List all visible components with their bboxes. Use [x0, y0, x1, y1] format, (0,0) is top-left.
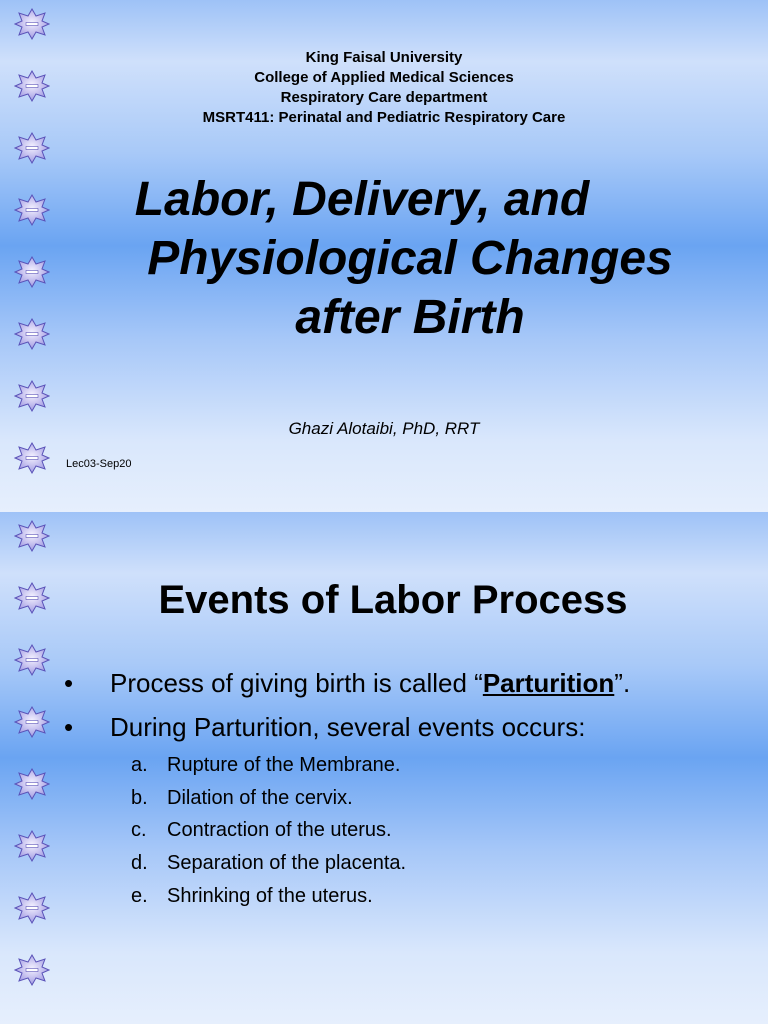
sub-item-text: Shrinking of the uterus.	[167, 885, 373, 907]
lecture-id: Lec03-Sep20	[66, 458, 132, 470]
eight-point-star-icon	[14, 892, 50, 924]
university-name: King Faisal University	[305, 49, 463, 66]
eight-point-star-icon	[14, 442, 50, 474]
institution-header	[0, 48, 768, 128]
sub-item-text: Contraction of the uterus.	[167, 819, 392, 841]
sub-item-letter: c.	[131, 819, 147, 841]
lecture-title	[90, 170, 730, 347]
key-term: Parturition	[482, 668, 615, 698]
eight-point-star-icon	[14, 132, 50, 164]
sub-item-text: Rupture of the Membrane.	[167, 754, 401, 776]
eight-point-star-icon	[14, 644, 50, 676]
bullet-text: During Parturition, several events occurs:	[110, 712, 586, 742]
bullet-text-suffix: ”.	[614, 668, 631, 698]
eight-point-star-icon	[14, 954, 50, 986]
sub-item-letter: e.	[131, 885, 148, 907]
bullet-text-prefix: Process of giving birth is called “	[110, 668, 483, 698]
sub-item-letter: a.	[131, 754, 148, 776]
eight-point-star-icon	[14, 520, 50, 552]
bullet-text	[110, 668, 630, 699]
college-name: College of Applied Medical Sciences	[254, 69, 514, 86]
author-name: Ghazi Alotaibi, PhD, RRT	[288, 419, 480, 438]
sub-item-text: Dilation of the cervix.	[167, 787, 353, 809]
title-line-2: Physiological Changes	[147, 232, 673, 285]
eight-point-star-icon	[14, 830, 50, 862]
sub-item-text: Separation of the placenta.	[167, 852, 407, 874]
department-name: Respiratory Care department	[280, 89, 488, 106]
slide-events	[0, 512, 768, 1024]
eight-point-star-icon	[14, 318, 50, 350]
slide-heading: Events of Labor Process	[158, 578, 628, 622]
eight-point-star-icon	[14, 706, 50, 738]
eight-point-star-icon	[14, 256, 50, 288]
course-name: MSRT411: Perinatal and Pediatric Respiratory Care	[202, 109, 566, 126]
sub-item-letter: b.	[131, 787, 148, 809]
sub-item-letter: d.	[131, 852, 148, 874]
bullet-dot: •	[64, 668, 74, 698]
title-line-1: Labor, Delivery, and	[134, 173, 590, 226]
title-line-3: after Birth	[295, 291, 525, 344]
bullet-dot: •	[64, 712, 74, 742]
eight-point-star-icon	[14, 768, 50, 800]
eight-point-star-icon	[14, 380, 50, 412]
eight-point-star-icon	[14, 8, 50, 40]
